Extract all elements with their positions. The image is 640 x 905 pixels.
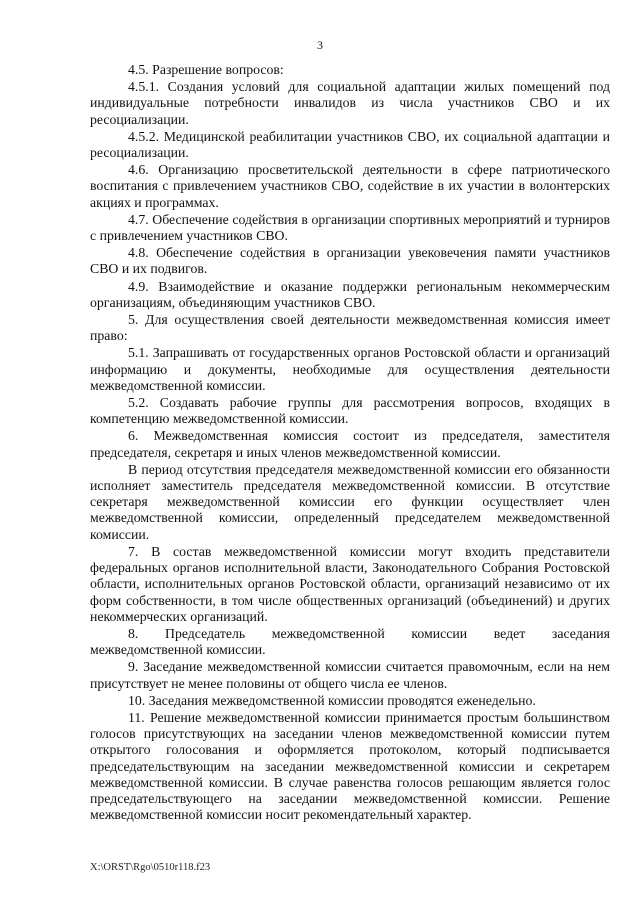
paragraph-5-2: 5.2. Создавать рабочие группы для рассмотрения вопросов, входящих в компетенцию межведомственной комиссии. [90, 395, 610, 427]
paragraph-10: 10. Заседания межведомственной комиссии проводятся еженедельно. [128, 692, 536, 708]
paragraph-7: 7. В состав межведомственной комиссии могут входить представители федеральных органов исполнительной власти, Законодательного Собрания Ростовской области, исполнительных органов Ростовской области, организаций независимо от их форм собственности, в том числе общественных организаций (объединений) и других некоммерческих организаций. [90, 543, 610, 624]
page-number: 3 [317, 38, 323, 52]
document-body [90, 62, 610, 823]
paragraph-4-5-1: 4.5.1. Создания условий для социальной адаптации жилых помещений под индивидуальные потребности инвалидов из числа участников СВО и их ресоциализации. [90, 79, 610, 127]
paragraph-6-absence: В период отсутствия председателя межведомственной комиссии его обязанности исполняет заместитель председателя межведомственной комиссии. В отсутствие секретаря межведомственной комиссии его функции осуществляет член межведомственной комиссии, определенный председателем межведомственной комиссии. [90, 461, 610, 542]
paragraph-4-6: 4.6. Организацию просветительской деятельности в сфере патриотического воспитания с привлечением участников СВО, содействие в их участии в волонтерских акциях и программах. [90, 162, 610, 210]
paragraph-4-8: 4.8. Обеспечение содействия в организации увековечения памяти участников СВО и их подвигов. [90, 245, 610, 277]
paragraph-4-5-2: 4.5.2. Медицинской реабилитации участников СВО, их социальной адаптации и ресоциализации. [90, 128, 610, 161]
paragraph-6: 6. Межведомственная комиссия состоит из председателя, заместителя председателя, секретаря и иных членов межведомственной комиссии. [90, 428, 610, 460]
paragraph-5-1: 5.1. Запрашивать от государственных органов Ростовской области и организаций информацию и документы, необходимые для осуществления деятельности межведомственной комиссии. [90, 345, 610, 393]
file-path-footer: X:\ORST\Rgo\0510r118.f23 [90, 862, 211, 873]
paragraph-4-7: 4.7. Обеспечение содействия в организации спортивных мероприятий и турниров с привлечением участников СВО. [90, 211, 610, 244]
paragraph-11: 11. Решение межведомственной комиссии принимается простым большинством голосов присутствующих на заседании членов межведомственной комиссии путем открытого голосования и оформляется протоколом, который подписывается председательствующим на заседании межведомственной комиссии и секретарем межведомственной комиссии. В случае равенства голосов решающим является голос председательствующего на заседании межведомственной комиссии. Решение межведомственной комиссии носит рекомендательный характер. [90, 709, 610, 823]
paragraph-9: 9. Заседание межведомственной комиссии считается правомочным, если на нем присутствует не менее половины от общего числа ее членов. [90, 659, 610, 691]
paragraph-4-9: 4.9. Взаимодействие и оказание поддержки региональным некоммерческим организациям, объединяющим участников СВО. [90, 278, 610, 310]
paragraph-8: 8. Председатель межведомственной комиссии ведет заседания межведомственной комиссии. [90, 625, 610, 658]
paragraph-4-5: 4.5. Разрешение вопросов: [128, 62, 284, 77]
paragraph-5: 5. Для осуществления своей деятельности межведомственная комиссия имеет право: [90, 312, 610, 344]
